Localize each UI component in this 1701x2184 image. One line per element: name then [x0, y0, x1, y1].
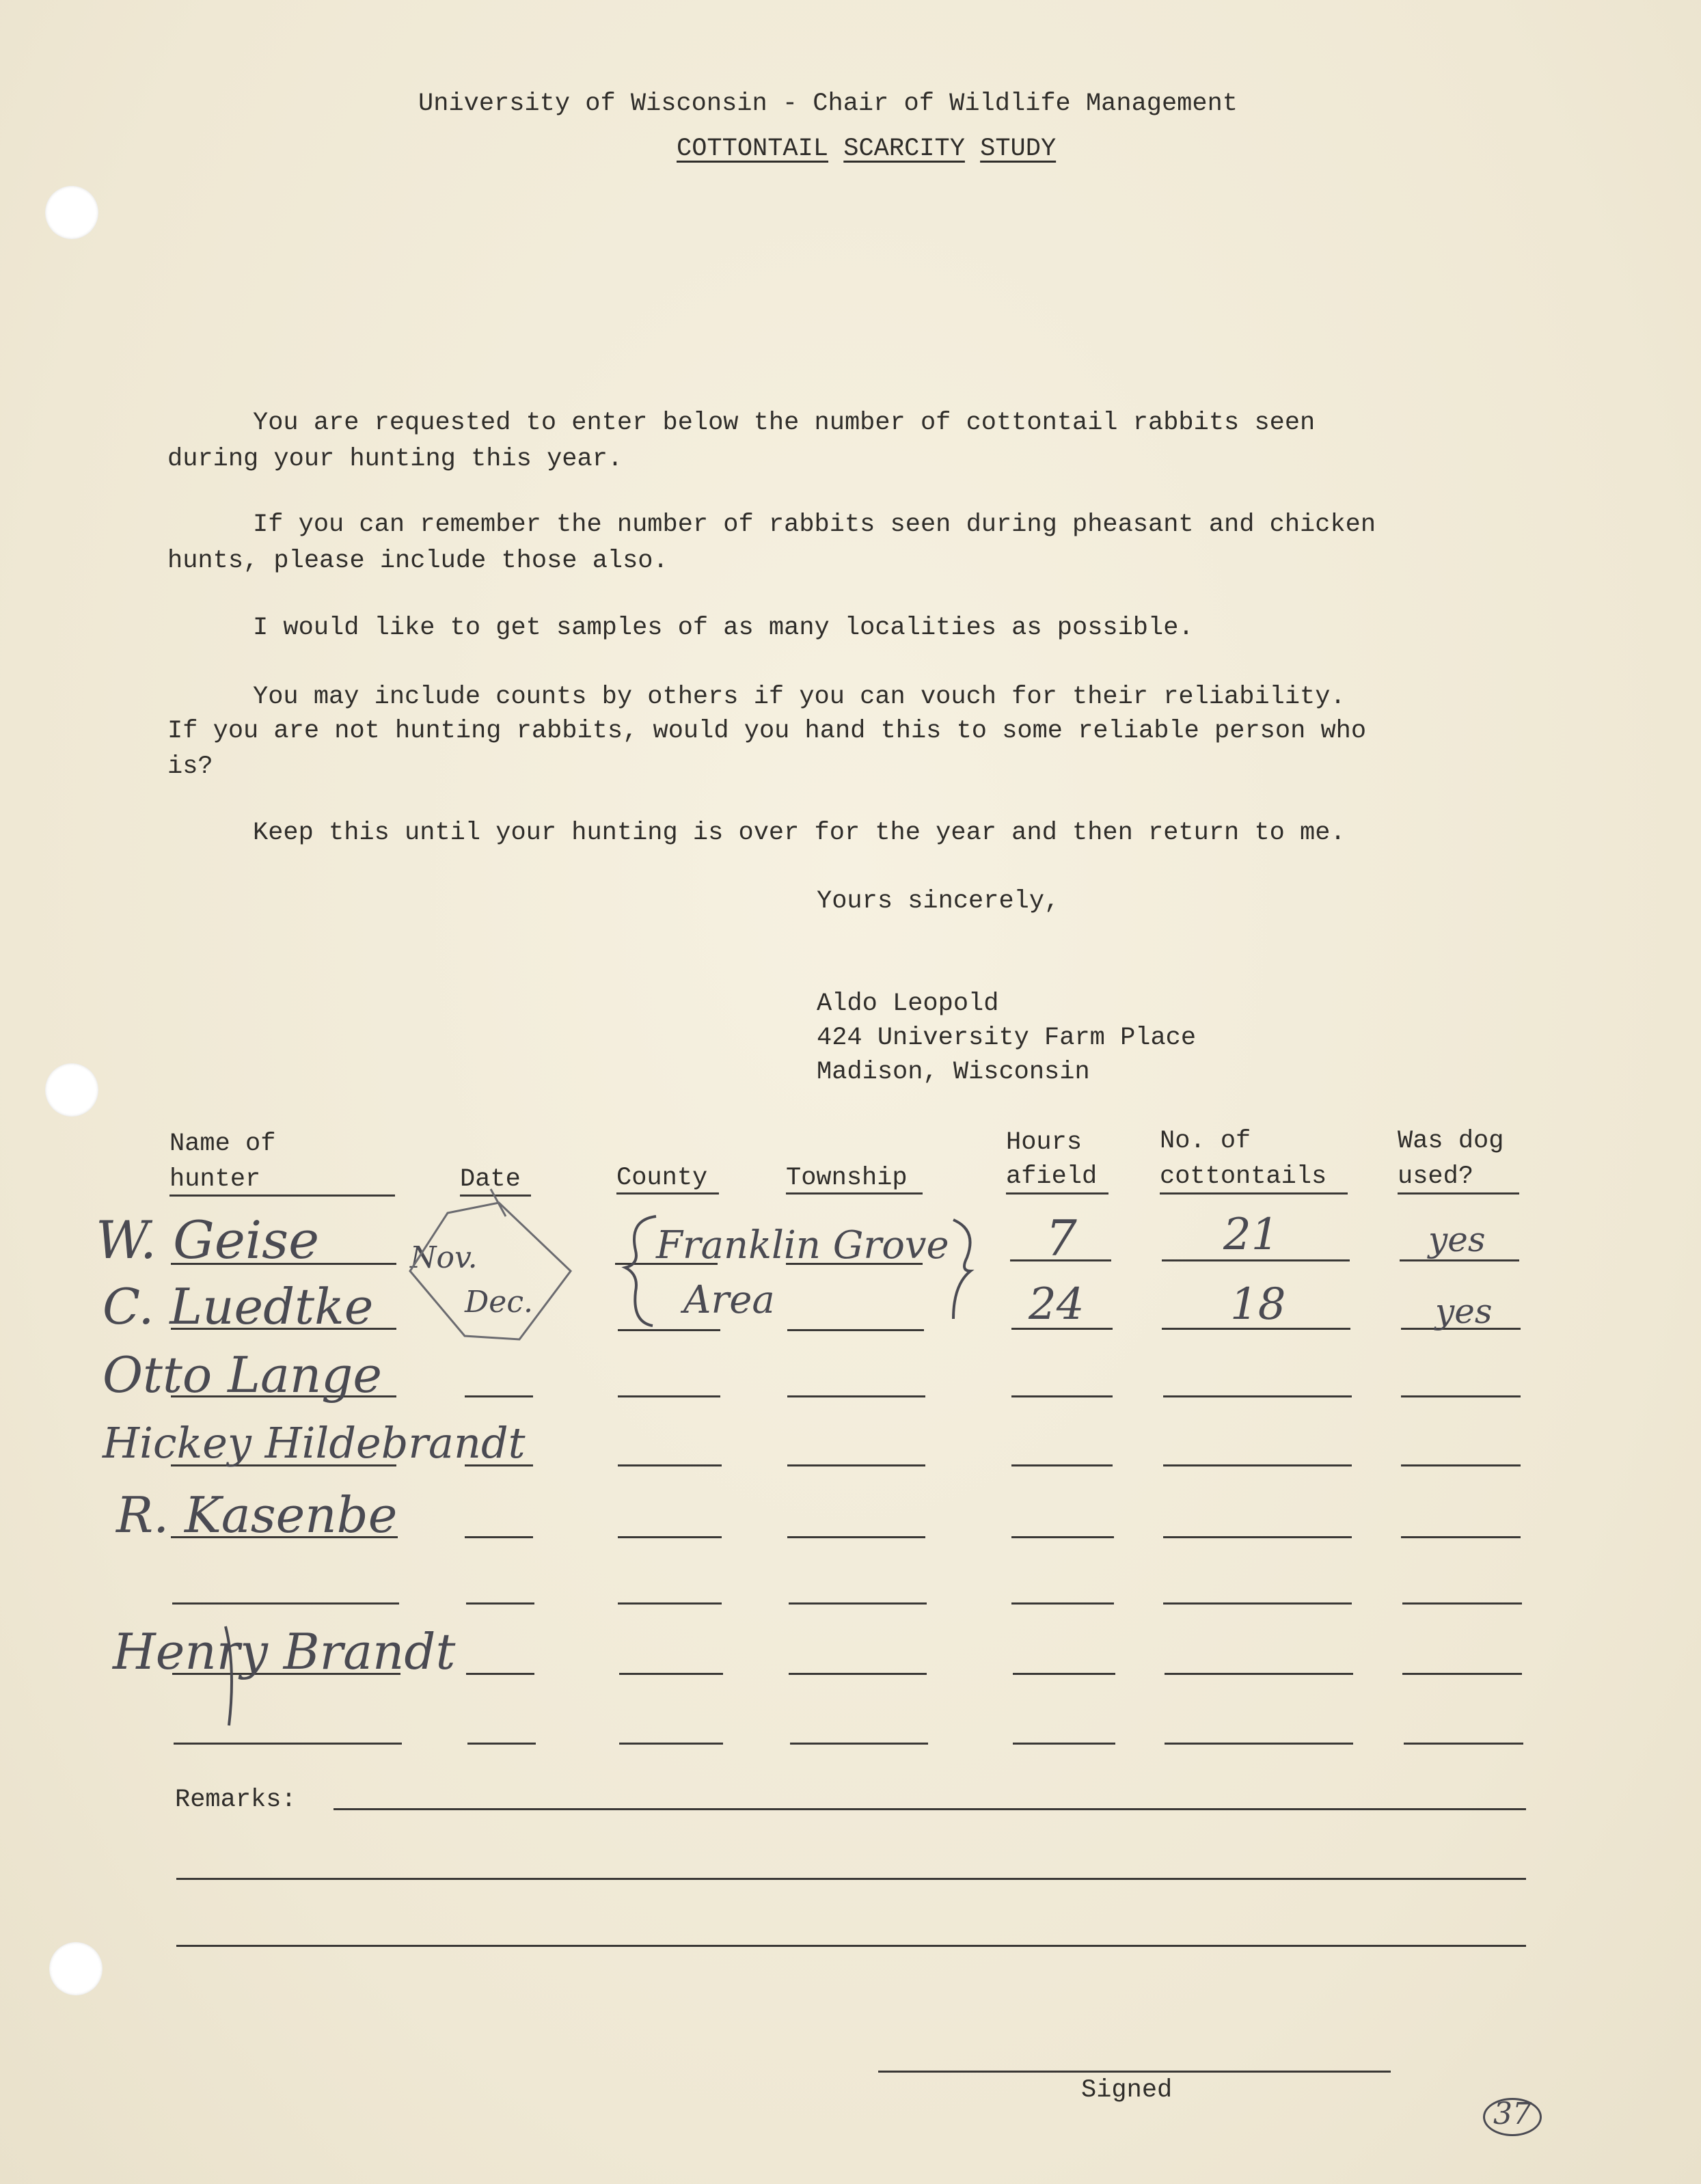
header-date: Date — [460, 1165, 521, 1194]
header-county: County — [616, 1164, 708, 1192]
paragraph-line: I would like to get samples of as many localities as possible. — [253, 614, 1194, 642]
paragraph-line: If you are not hunting rabbits, would you hand this to some reliable person who — [167, 717, 1367, 746]
header-name-line2: hunter — [169, 1165, 261, 1194]
paragraph-line: You may include counts by others if you can vouch for their reliability. — [253, 683, 1346, 711]
title-word: STUDY — [980, 135, 1057, 163]
closing: Yours sincerely, — [817, 887, 1060, 916]
dog-value: yes — [1435, 1292, 1493, 1331]
paragraph-line: during your hunting this year. — [167, 445, 623, 474]
paragraph-line: If you can remember the number of rabbits seen during pheasant and chicken — [253, 510, 1376, 539]
remarks-label: Remarks: — [175, 1786, 297, 1814]
hunter-name: Henry Brandt — [113, 1623, 456, 1680]
paragraph-line: Keep this until your hunting is over for the year and then return to me. — [253, 819, 1346, 847]
signer-name: Aldo Leopold — [817, 989, 999, 1018]
township-note: Franklin Grove — [656, 1223, 949, 1268]
header-hours-line1: Hours — [1006, 1128, 1083, 1157]
institution-line: University of Wisconsin - Chair of Wildlife Management — [418, 90, 1238, 118]
remarks-line — [176, 1945, 1526, 1947]
hunter-name: Hickey Hildebrandt — [103, 1418, 526, 1468]
hunter-name: C. Luedtke — [103, 1278, 374, 1335]
header-count-line2: cottontails — [1160, 1162, 1327, 1191]
paragraph-line: hunts, please include those also. — [167, 547, 668, 575]
title-word: SCARCITY — [843, 135, 965, 163]
header-dog-line2: used? — [1398, 1162, 1474, 1191]
signer-street: 424 University Farm Place — [817, 1024, 1197, 1052]
date-note: Nov. — [410, 1240, 478, 1275]
signer-city: Madison, Wisconsin — [817, 1058, 1090, 1087]
cottontails-value: 18 — [1230, 1279, 1286, 1330]
hunter-name: Otto Lange — [103, 1346, 382, 1404]
hunter-name: W. Geise — [96, 1210, 320, 1270]
township-note: Area — [683, 1278, 775, 1322]
header-name-line1: Name of — [169, 1130, 276, 1158]
signature-line — [878, 2071, 1391, 2073]
page-number: 37 — [1493, 2097, 1532, 2131]
header-township: Township — [786, 1164, 908, 1192]
remarks-line — [334, 1808, 1526, 1810]
remarks-line — [176, 1878, 1526, 1880]
hours-value: 24 — [1029, 1279, 1085, 1330]
hours-value: 7 — [1046, 1210, 1077, 1267]
header-count-line1: No. of — [1160, 1127, 1251, 1156]
paragraph-line: You are requested to enter below the number of cottontail rabbits seen — [253, 409, 1316, 437]
signed-label: Signed — [1081, 2076, 1173, 2105]
dog-value: yes — [1428, 1220, 1486, 1259]
cottontails-value: 21 — [1223, 1210, 1279, 1260]
date-note: Dec. — [465, 1285, 533, 1320]
paragraph-line: is? — [167, 752, 213, 781]
hunter-name: R. Kasenbe — [116, 1486, 398, 1544]
header-dog-line1: Was dog — [1398, 1127, 1504, 1156]
title-word: COTTONTAIL — [677, 135, 829, 163]
header-hours-line2: afield — [1006, 1162, 1098, 1191]
